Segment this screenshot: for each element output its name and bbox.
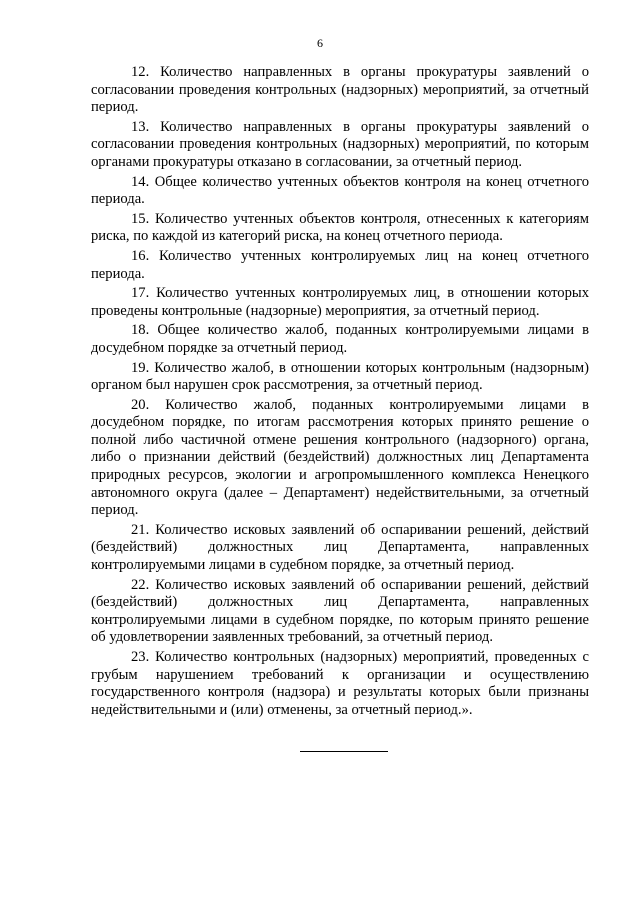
paragraph-15: 15. Количество учтенных объектов контроля, отнесенных к категориям риска, по каждой из категорий риска, на конец отчетного периода. [91, 210, 589, 245]
paragraph-16: 16. Количество учтенных контролируемых лиц на конец отчетного периода. [91, 247, 589, 282]
paragraph-23: 23. Количество контрольных (надзорных) мероприятий, проведенных с грубым нарушением требований к организации и осуществлению государственного контроля (надзора) и результаты которых были признаны недействительными и (или) отменены, за отчетный период.». [91, 649, 589, 718]
paragraph-18: 18. Общее количество жалоб, поданных контролируемыми лицами в досудебном порядке за отчетный период. [91, 322, 589, 356]
paragraph-14: 14. Общее количество учтенных объектов контроля на конец отчетного периода. [91, 173, 589, 208]
end-separator-line [300, 751, 388, 752]
paragraph-19: 19. Количество жалоб, в отношении которых контрольным (надзорным) органом был нарушен срок рассмотрения, за отчетный период. [91, 359, 589, 394]
page-number: 6 [317, 36, 323, 50]
paragraph-13: 13. Количество направленных в органы прокуратуры заявлений о согласовании проведения контрольных (надзорных) мероприятий, по которым органами прокуратуры отказано в согласовании, за отчетный период. [91, 118, 589, 170]
paragraph-12: 12. Количество направленных в органы прокуратуры заявлений о согласовании проведения контрольных (надзорных) мероприятий, за отчетный период. [91, 64, 589, 116]
paragraph-17: 17. Количество учтенных контролируемых лиц, в отношении которых проведены контрольные (надзорные) мероприятия, за отчетный период. [91, 285, 589, 319]
paragraph-22: 22. Количество исковых заявлений об оспаривании решений, действий (бездействий) должностных лиц Департамента, направленных контролируемыми лицами в судебном порядке, по которым принято решение об удовлетворении заявленных требований, за отчетный период. [91, 576, 589, 646]
document-body [91, 64, 589, 721]
paragraph-20: 20. Количество жалоб, поданных контролируемыми лицами в досудебном порядке, по итогам рассмотрения которых принято решение о полной либо частичной отмене решения контрольного (надзорного) органа, либо о признании действий (бездействий) должностных лиц Департамента природных ресурсов, экологии и агропромышленного комплекса Ненецкого автономного округа (далее – Департамент) недействительными, за отчетный период. [91, 396, 589, 519]
paragraph-21: 21. Количество исковых заявлений об оспаривании решений, действий (бездействий) должностных лиц Департамента, направленных контролируемыми лицами в судебном порядке, за отчетный период. [91, 521, 589, 574]
